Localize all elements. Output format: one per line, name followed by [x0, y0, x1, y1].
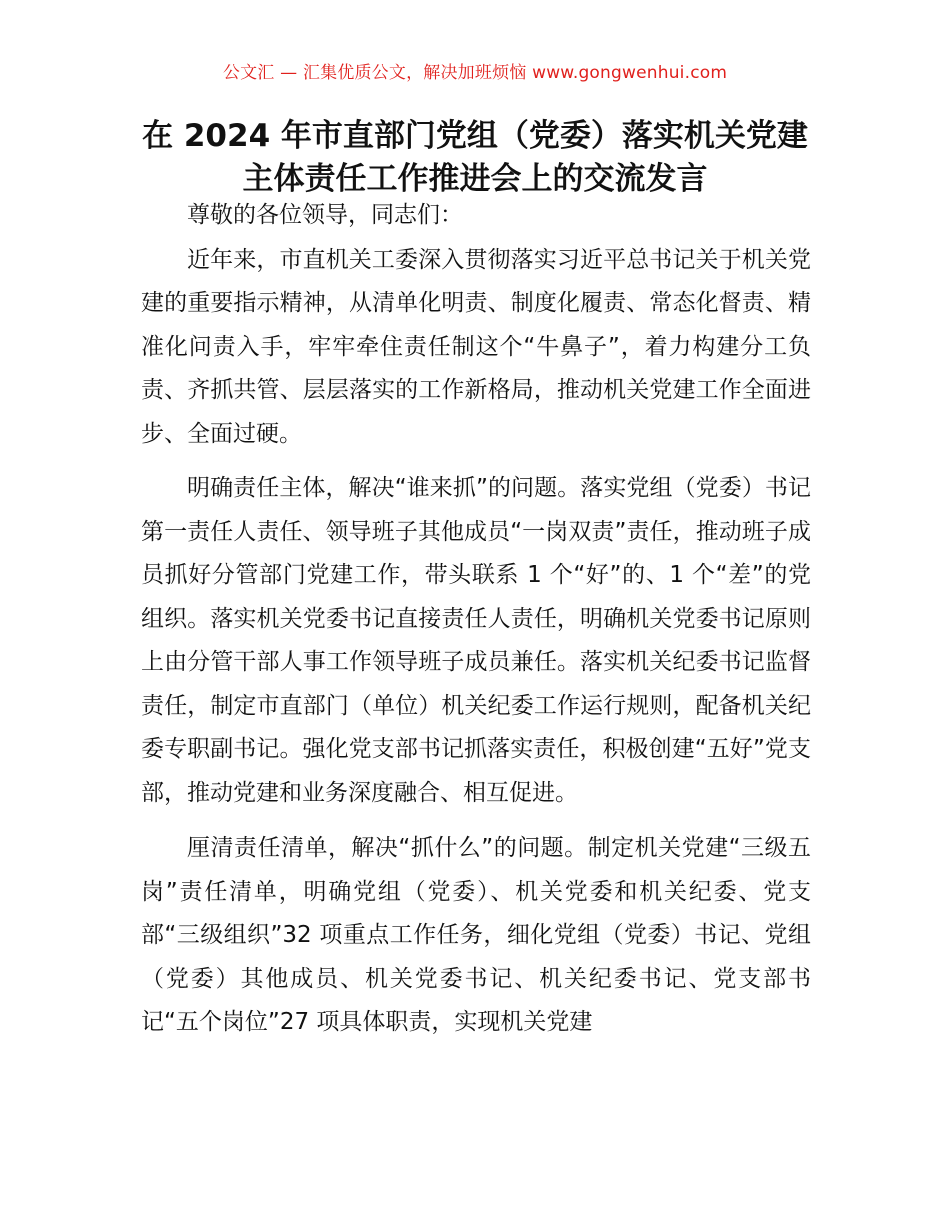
paragraph-2: 明确责任主体，解决“谁来抓”的问题。落实党组（党委）书记第一责任人责任、领导班子其他成员“一岗双责”责任，推动班子成员抓好分管部门党建工作，带头联系 1 个“好”的、1 个“差”的党组织。落实机关党委书记直接责任人责任，明确机关党委书记原则上由分管干部人事工作领导班子成员兼任。落实机关纪委书记监督责任，制定市直部门（单位）机关纪委工作运行规则，配备机关纪委专职副书记。强化党支部书记抓落实责任，积极创建“五好”党支部，推动党建和业务深度融合、相互促进。 [141, 475, 811, 806]
title-line-2: 主体责任工作推进会上的交流发言 [242, 161, 708, 197]
title-line-1: 在 2024 年市直部门党组（党委）落实机关党建 [142, 118, 808, 154]
paragraph-3: 厘清责任清单，解决“抓什么”的问题。制定机关党建“三级五岗”责任清单，明确党组（党委）、机关党委和机关纪委、党支部“三级组织”32 项重点工作任务，细化党组（党委）书记、党组（党委）其他成员、机关党委书记、机关纪委书记、党支部书记“五个岗位”27 项具体职责，实现机关党建 [141, 835, 811, 1035]
watermark-header: 公文汇 — 汇集优质公文，解决加班烦恼 www.gongwenhui.com [222, 63, 728, 83]
salutation: 尊敬的各位领导，同志们： [187, 202, 463, 228]
paragraph-1: 近年来，市直机关工委深入贯彻落实习近平总书记关于机关党建的重要指示精神，从清单化明责、制度化履责、常态化督责、精准化问责入手，牢牢牵住责任制这个“牛鼻子”，着力构建分工负责、齐抓共管、层层落实的工作新格局，推动机关党建工作全面进步、全面过硬。 [141, 246, 811, 447]
document-body [141, 194, 811, 1045]
document-title [100, 115, 850, 201]
